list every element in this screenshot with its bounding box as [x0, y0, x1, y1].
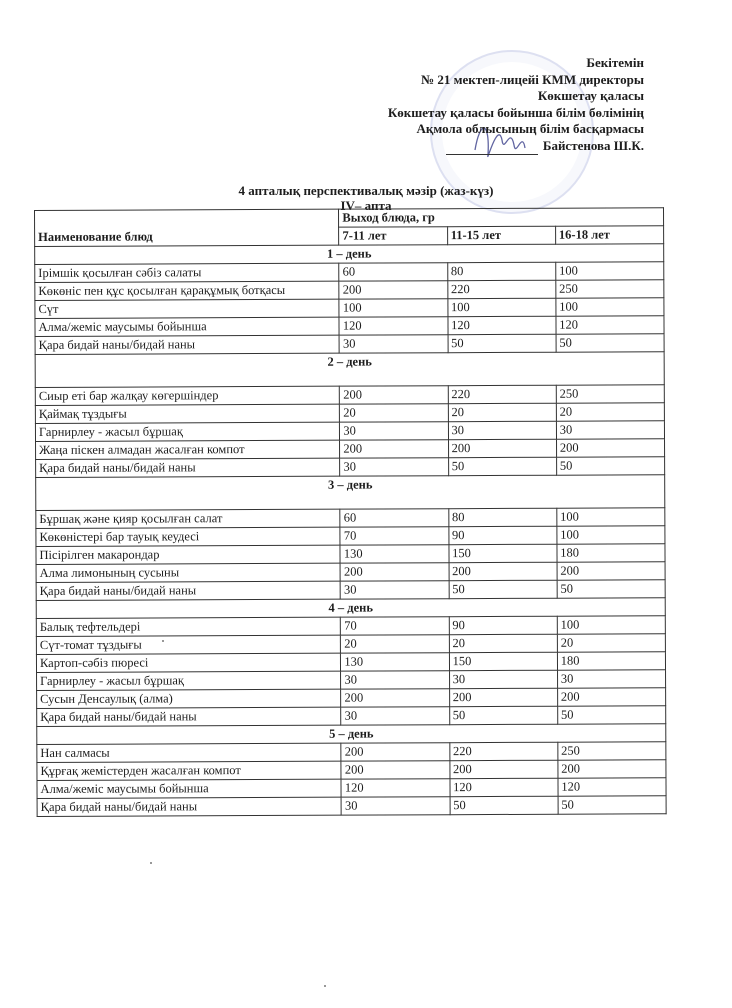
portion-7-11: 200 — [341, 689, 449, 707]
portion-16-18: 20 — [557, 634, 665, 652]
portion-11-15: 50 — [450, 796, 558, 814]
portion-16-18: 100 — [557, 526, 665, 544]
portion-7-11: 200 — [339, 281, 447, 299]
portion-16-18: 200 — [558, 760, 666, 778]
menu-body — [35, 244, 666, 817]
dish-name: Сиыр еті бар жалқау көгершіндер — [35, 386, 339, 405]
day-label: 1 – день — [35, 244, 664, 265]
dish-row — [35, 334, 664, 355]
dish-name: Картоп-сәбіз пюресі — [36, 653, 340, 672]
portion-11-15: 200 — [448, 439, 556, 457]
header-age-7-11: 7-11 лет — [339, 227, 447, 245]
dish-row — [36, 580, 665, 601]
portion-16-18: 120 — [556, 316, 664, 334]
dish-row — [35, 280, 664, 301]
portion-16-18: 30 — [556, 421, 664, 439]
dish-name: Гарнирлеу - жасыл бұршақ — [37, 671, 341, 690]
dish-row — [37, 670, 666, 691]
portion-11-15: 90 — [448, 526, 556, 544]
dish-name: Бұршақ және қияр қосылған салат — [36, 509, 340, 528]
approval-line: № 21 мектеп-лицейі КММ директоры — [421, 71, 644, 87]
approval-line: Көкшетау қаласы бойынша білім бөлімінің — [387, 104, 644, 120]
dish-row — [37, 706, 666, 727]
portion-11-15: 30 — [448, 421, 556, 439]
dish-row — [35, 262, 664, 283]
day-row — [36, 475, 665, 511]
portion-16-18: 200 — [556, 439, 664, 457]
day-label: 3 – день — [36, 475, 665, 511]
portion-16-18: 20 — [556, 403, 664, 421]
dish-name: Қара бидай наны/бидай наны — [37, 797, 341, 816]
portion-7-11: 60 — [339, 263, 447, 281]
title-main: 4 апталық перспективалық мәзір (жаз-күз) — [238, 183, 494, 198]
portion-11-15: 50 — [449, 706, 557, 724]
dish-row — [37, 796, 666, 817]
signature-line — [446, 154, 538, 155]
approval-signatory: Байстенова Ш.К. — [542, 137, 644, 153]
portion-7-11: 30 — [341, 797, 449, 815]
dish-name: Қара бидай наны/бидай наны — [35, 335, 339, 354]
day-label: 2 – день — [35, 352, 664, 388]
dish-row — [35, 385, 664, 406]
dish-name: Қара бидай наны/бидай наны — [36, 581, 340, 600]
dish-row — [36, 439, 665, 460]
dish-name: Пісірілген макарондар — [36, 545, 340, 564]
portion-7-11: 100 — [339, 299, 447, 317]
portion-7-11: 70 — [341, 617, 449, 635]
portion-16-18: 120 — [558, 778, 666, 796]
portion-16-18: 50 — [558, 796, 666, 814]
portion-16-18: 100 — [556, 298, 664, 316]
portion-11-15: 90 — [449, 616, 557, 634]
dish-name: Ірімшік қосылған сәбіз салаты — [35, 263, 339, 282]
approval-line: Ақмола облысының білім басқармасы — [416, 121, 644, 136]
portion-16-18: 100 — [557, 616, 665, 634]
approval-line: Бекітемін — [586, 55, 644, 70]
dish-name: Қаймақ тұздығы — [35, 404, 339, 423]
dish-row — [36, 562, 665, 583]
portion-11-15: 120 — [448, 316, 556, 334]
portion-11-15: 220 — [449, 742, 557, 760]
scan-speck — [150, 862, 152, 864]
dish-row — [36, 634, 665, 655]
portion-11-15: 150 — [449, 544, 557, 562]
portion-7-11: 70 — [340, 527, 448, 545]
dish-name: Алма/жеміс маусымы бойынша — [37, 779, 341, 798]
menu-table — [34, 207, 667, 817]
portion-11-15: 20 — [448, 403, 556, 421]
portion-11-15: 200 — [449, 562, 557, 580]
portion-11-15: 200 — [449, 760, 557, 778]
portion-11-15: 200 — [449, 688, 557, 706]
day-row — [35, 352, 664, 388]
portion-16-18: 50 — [556, 457, 664, 475]
dish-row — [37, 760, 666, 781]
dish-row — [36, 457, 665, 478]
dish-name: Құрғақ жемістерден жасалған компот — [37, 761, 341, 780]
portion-16-18: 100 — [556, 262, 664, 280]
dish-row — [35, 421, 664, 442]
portion-7-11: 200 — [340, 386, 448, 404]
portion-16-18: 180 — [557, 652, 665, 670]
portion-7-11: 30 — [340, 458, 448, 476]
portion-7-11: 30 — [340, 422, 448, 440]
portion-16-18: 100 — [557, 508, 665, 526]
dish-row — [37, 778, 666, 799]
portion-11-15: 50 — [448, 334, 556, 352]
portion-7-11: 200 — [340, 563, 448, 581]
header-dish-name: Наименование блюд — [35, 209, 340, 246]
portion-7-11: 200 — [340, 440, 448, 458]
portion-16-18: 200 — [557, 562, 665, 580]
portion-11-15: 20 — [449, 634, 557, 652]
portion-11-15: 100 — [447, 298, 555, 316]
portion-16-18: 50 — [556, 334, 664, 352]
dish-name: Алма лимонының сусыны — [36, 563, 340, 582]
dish-row — [36, 544, 665, 565]
portion-7-11: 200 — [341, 743, 449, 761]
dish-name: Көкөніс пен құс қосылған қарақұмық ботқасы — [35, 281, 339, 300]
header-yield: Выход блюда, гр — [339, 208, 664, 227]
portion-7-11: 130 — [340, 545, 448, 563]
portion-11-15: 30 — [449, 670, 557, 688]
portion-11-15: 150 — [449, 652, 557, 670]
dish-row — [36, 508, 665, 529]
dish-row — [37, 742, 666, 763]
dish-row — [35, 298, 664, 319]
portion-7-11: 30 — [341, 707, 449, 725]
portion-16-18: 30 — [557, 670, 665, 688]
dish-name: Көкөністері бар тауық кеудесі — [36, 527, 340, 546]
approval-line: Көкшетау қаласы — [537, 88, 644, 103]
dish-name: Алма/жеміс маусымы бойынша — [35, 317, 339, 336]
day-label: 4 – день — [36, 598, 665, 619]
portion-16-18: 250 — [558, 742, 666, 760]
day-label: 5 – день — [37, 724, 666, 745]
portion-16-18: 250 — [556, 385, 664, 403]
portion-7-11: 20 — [340, 404, 448, 422]
approval-block — [388, 55, 644, 154]
dish-name: Қара бидай наны/бидай наны — [36, 458, 340, 477]
dish-row — [35, 316, 664, 337]
scan-speck — [162, 640, 164, 642]
dish-name: Нан салмасы — [37, 743, 341, 762]
portion-7-11: 60 — [340, 509, 448, 527]
title-week: IV– апта — [340, 198, 392, 213]
portion-11-15: 220 — [448, 385, 556, 403]
dish-row — [36, 616, 665, 637]
portion-16-18: 50 — [557, 706, 665, 724]
portion-7-11: 130 — [341, 653, 449, 671]
dish-row — [37, 688, 666, 709]
scan-speck — [324, 985, 326, 987]
portion-7-11: 120 — [341, 779, 449, 797]
dish-row — [35, 403, 664, 424]
portion-11-15: 50 — [448, 457, 556, 475]
portion-7-11: 120 — [339, 317, 447, 335]
portion-11-15: 120 — [450, 778, 558, 796]
dish-row — [36, 526, 665, 547]
dish-name: Сүт — [35, 299, 339, 318]
header-age-11-15: 11-15 лет — [447, 226, 555, 244]
portion-11-15: 220 — [447, 280, 555, 298]
header-age-16-18: 16-18 лет — [555, 226, 663, 244]
dish-name: Қара бидай наны/бидай наны — [37, 707, 341, 726]
portion-7-11: 20 — [341, 635, 449, 653]
portion-16-18: 200 — [557, 688, 665, 706]
portion-16-18: 250 — [556, 280, 664, 298]
portion-7-11: 30 — [339, 335, 447, 353]
dish-name: Сусын Денсаулық (алма) — [37, 689, 341, 708]
portion-16-18: 180 — [557, 544, 665, 562]
portion-7-11: 30 — [340, 581, 448, 599]
dish-name: Балық тефтельдері — [36, 617, 340, 636]
portion-11-15: 50 — [449, 580, 557, 598]
dish-name: Гарнирлеу - жасыл бұршақ — [35, 422, 339, 441]
dish-name: Сүт-томат тұздығы — [36, 635, 340, 654]
portion-7-11: 30 — [341, 671, 449, 689]
dish-row — [36, 652, 665, 673]
portion-11-15: 80 — [448, 508, 556, 526]
dish-name: Жаңа піскен алмадан жасалған компот — [36, 440, 340, 459]
portion-11-15: 80 — [447, 262, 555, 280]
portion-16-18: 50 — [557, 580, 665, 598]
portion-7-11: 200 — [341, 761, 449, 779]
